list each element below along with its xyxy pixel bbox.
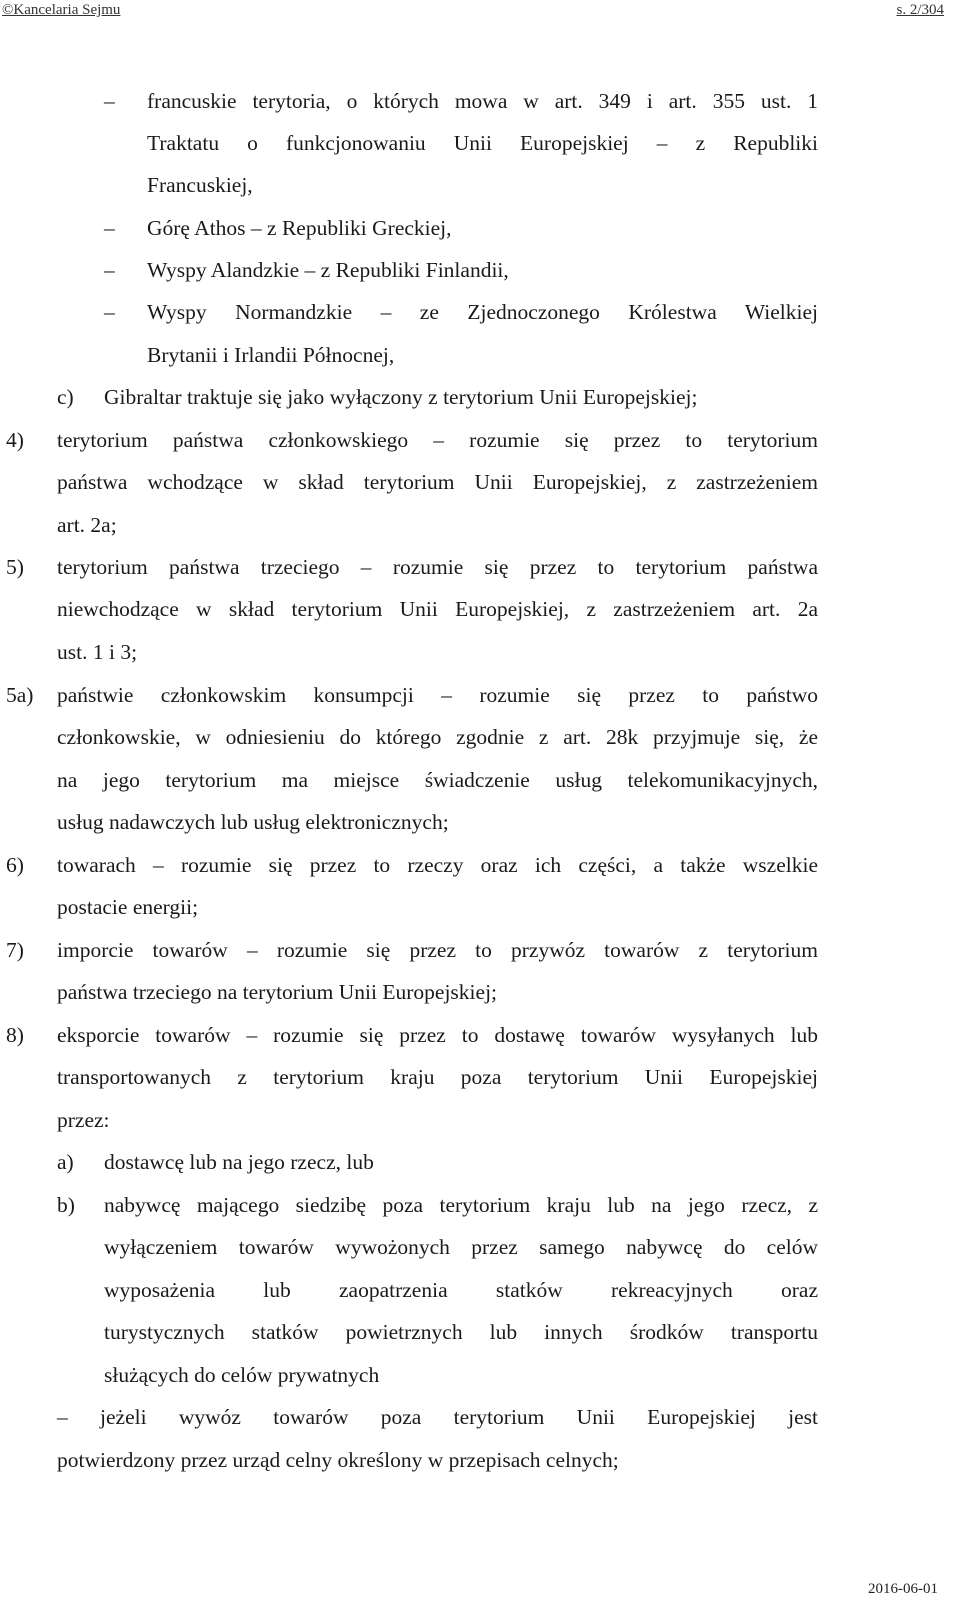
text-line: nabywcę mającego siedzibę poza terytorium kraju lub na jego rzecz, z — [104, 1193, 818, 1217]
text-line: przez: — [57, 1108, 110, 1132]
text-line: postacie energii; — [57, 895, 199, 919]
header-source: ©Kancelaria Sejmu — [2, 2, 121, 18]
text-line: terytorium państwa członkowskiego – rozumie się przez to terytorium — [57, 428, 818, 452]
text-line: turystycznych statków powietrznych lub innych środków transportu — [104, 1320, 818, 1344]
point-marker: 5) — [6, 555, 24, 579]
list-dash: – — [104, 258, 115, 282]
text-line: francuskie terytoria, o których mowa w art. 349 i art. 355 ust. 1 — [147, 89, 818, 113]
point-marker: b) — [57, 1193, 75, 1217]
text-line: eksporcie towarów – rozumie się przez to dostawę towarów wysyłanych lub — [57, 1023, 818, 1047]
text-line: Gibraltar traktuje się jako wyłączony z terytorium Unii Europejskiej; — [104, 385, 698, 409]
text-line: Wyspy Normandzkie – ze Zjednoczonego Królestwa Wielkiej — [147, 300, 818, 324]
text-line: transportowanych z terytorium kraju poza terytorium Unii Europejskiej — [57, 1065, 818, 1089]
text-line: na jego terytorium ma miejsce świadczenie usług telekomunikacyjnych, — [57, 768, 818, 792]
text-line: dostawcę lub na jego rzecz, lub — [104, 1150, 374, 1174]
text-line: art. 2a; — [57, 513, 117, 537]
text-line: Wyspy Alandzkie – z Republiki Finlandii, — [147, 258, 509, 282]
text-line: Brytanii i Irlandii Północnej, — [147, 343, 395, 367]
text-line: Francuskiej, — [147, 173, 253, 197]
text-line: Górę Athos – z Republiki Greckiej, — [147, 216, 452, 240]
point-marker: 5a) — [6, 683, 34, 707]
text-line: państwa wchodzące w skład terytorium Unii Europejskiej, z zastrzeżeniem — [57, 470, 818, 494]
list-dash: – — [104, 89, 115, 113]
text-line: usług nadawczych lub usług elektronicznych; — [57, 810, 449, 834]
list-dash: – — [104, 216, 115, 240]
text-line: – jeżeli wywóz towarów poza terytorium Unii Europejskiej jest — [57, 1405, 818, 1429]
footer-date: 2016-06-01 — [868, 1581, 938, 1597]
point-marker: 6) — [6, 853, 24, 877]
text-line: wyposażenia lub zaopatrzenia statków rekreacyjnych oraz — [104, 1278, 818, 1302]
point-marker: 4) — [6, 428, 24, 452]
point-marker: c) — [57, 385, 74, 409]
text-line: terytorium państwa trzeciego – rozumie się przez to terytorium państwa — [57, 555, 818, 579]
point-marker: 7) — [6, 938, 24, 962]
point-marker: a) — [57, 1150, 74, 1174]
list-dash: – — [104, 300, 115, 324]
text-line: służących do celów prywatnych — [104, 1363, 380, 1387]
text-line: wyłączeniem towarów wywożonych przez samego nabywcę do celów — [104, 1235, 818, 1259]
text-line: członkowskie, w odniesieniu do którego zgodnie z art. 28k przyjmuje się, że — [57, 725, 818, 749]
text-line: imporcie towarów – rozumie się przez to przywóz towarów z terytorium — [57, 938, 818, 962]
text-line: towarach – rozumie się przez to rzeczy oraz ich części, a także wszelkie — [57, 853, 818, 877]
text-line: państwie członkowskim konsumpcji – rozumie się przez to państwo — [57, 683, 818, 707]
header-page-number: s. 2/304 — [896, 2, 944, 18]
text-line: ust. 1 i 3; — [57, 640, 138, 664]
text-line: państwa trzeciego na terytorium Unii Europejskiej; — [57, 980, 498, 1004]
text-line: Traktatu o funkcjonowaniu Unii Europejskiej – z Republiki — [147, 131, 818, 155]
text-line: niewchodzące w skład terytorium Unii Europejskiej, z zastrzeżeniem art. 2a — [57, 597, 818, 621]
text-line: potwierdzony przez urząd celny określony w przepisach celnych; — [57, 1448, 619, 1472]
point-marker: 8) — [6, 1023, 24, 1047]
